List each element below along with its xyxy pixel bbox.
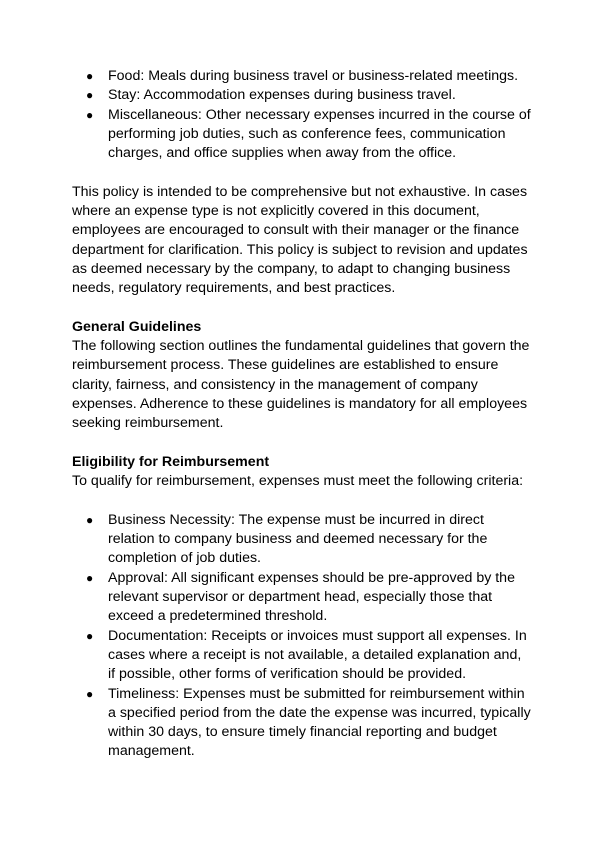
scope-paragraph: This policy is intended to be comprehensive but not exhaustive. In cases where an expense type is not explicitly covered in this document, employees are encouraged to consult with their manager or the finance department for clarification. This policy is subject to revision and updates as deemed necessary by the company, to adapt to changing business needs, regulatory requirements, and best practices. [72,183,528,297]
bullet-icon: ● [86,69,94,83]
list-item [72,627,532,685]
document-body [72,67,532,762]
spacer [72,434,532,453]
list-item [72,67,532,86]
list-item-text: Business Necessity: The expense must be incurred in direct relation to company business and deemed necessary for the completion of job duties. [108,511,488,567]
eligibility-heading: Eligibility for Reimbursement [72,453,270,470]
bullet-icon: ● [86,107,94,122]
spacer [72,299,532,318]
list-item-text: Stay: Accommodation expenses during business travel. [108,87,456,104]
bullet-icon: ● [86,628,94,643]
list-item-text: Miscellaneous: Other necessary expenses incurred in the course of performing job duties, such as conference fees, communication charges, and office supplies when away from the office. [108,106,531,162]
bullet-icon: ● [86,512,94,527]
list-item [72,106,532,164]
spacer [72,163,532,182]
list-item-text: Documentation: Receipts or invoices must support all expenses. In cases where a receipt is not available, a detailed explanation and, if possible, other forms of verification should be provided. [108,627,527,683]
general-guidelines-paragraph: The following section outlines the fundamental guidelines that govern the reimbursement process. These guidelines are established to ensure clarity, fairness, and consistency in the management of company expenses. Adherence to these guidelines is mandatory for all employees seeking reimbursement. [72,338,530,432]
list-item [72,685,532,762]
list-item [72,86,532,105]
list-item [72,511,532,569]
eligibility-intro: To qualify for reimbursement, expenses must meet the following criteria: [72,473,524,490]
bullet-icon: ● [86,570,94,585]
spacer [72,492,532,511]
list-item-text: Timeliness: Expenses must be submitted for reimbursement within a specified period from the date the expense was incurred, typically within 30 days, to ensure timely financial reporting and budget management. [108,685,531,760]
list-item-text: Approval: All significant expenses should be pre-approved by the relevant supervisor or department head, especially those that exceed a predetermined threshold. [108,569,515,625]
list-item-text: Food: Meals during business travel or business-related meetings. [108,68,519,84]
bullet-icon: ● [86,686,94,701]
eligibility-criteria-list [72,511,532,762]
list-item [72,569,532,627]
general-guidelines-heading: General Guidelines [72,318,202,335]
bullet-icon: ● [86,88,94,103]
expense-types-list [72,67,532,163]
